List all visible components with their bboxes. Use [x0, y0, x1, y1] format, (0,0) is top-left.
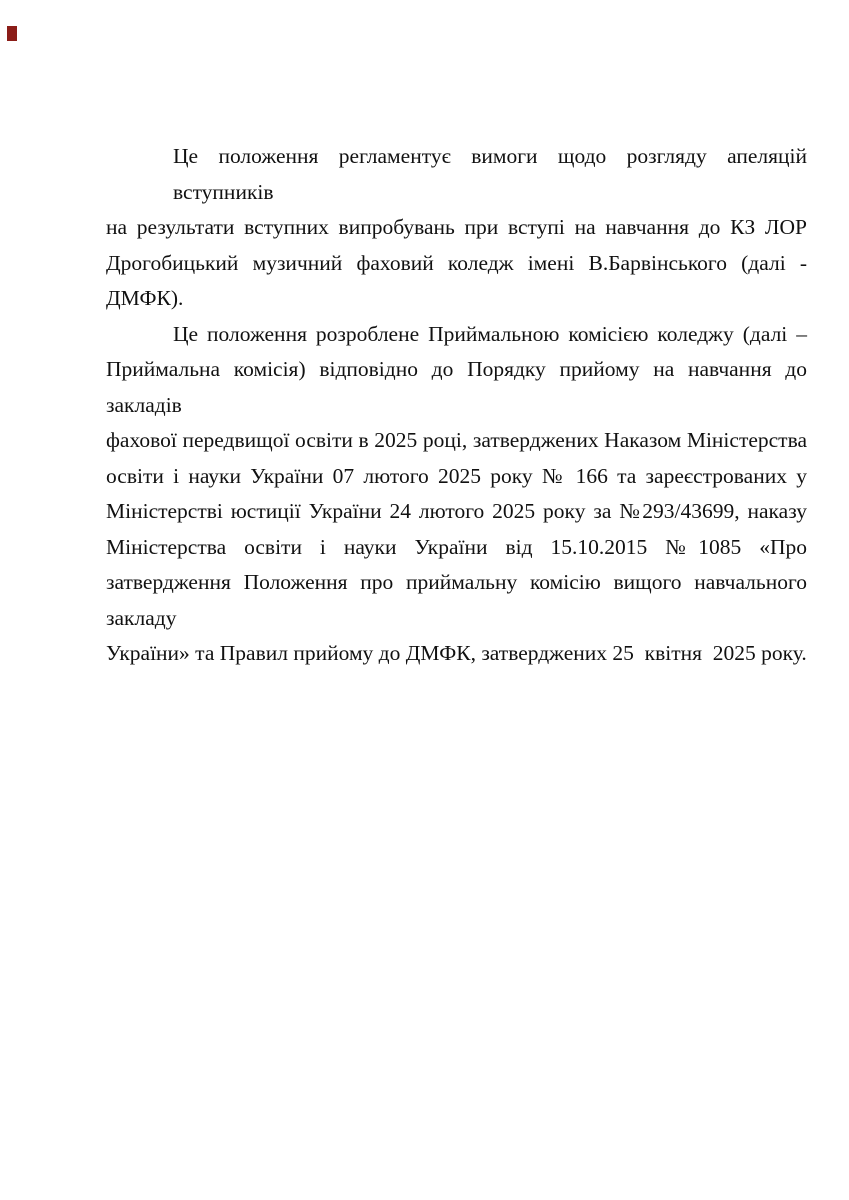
text-line: освіти і науки України 07 лютого 2025 року № 166 та зареєстрованих у — [106, 463, 807, 488]
text-line: Це положення регламентує вимоги щодо розгляду апеляцій вступників — [173, 144, 807, 204]
text-line: Це положення розроблене Приймальною комісією коледжу (далі – — [173, 321, 807, 346]
paragraph — [106, 317, 807, 672]
text-line: України» та Правил прийому до ДМФК, затверджених 25 квітня 2025 року. — [106, 641, 807, 665]
text-line: фахової передвищої освіти в 2025 році, затверджених Наказом Міністерства — [106, 428, 807, 452]
document-text-block — [106, 139, 807, 672]
text-line: Міністерстві юстиції України 24 лютого 2025 року за №293/43699, наказу — [106, 499, 807, 523]
text-line: на результати вступних випробувань при вступі на навчання до КЗ ЛОР — [106, 215, 807, 239]
paragraph — [106, 139, 807, 317]
text-line: Приймальна комісія) відповідно до Порядку прийому на навчання до закладів — [106, 357, 807, 417]
text-line: затвердження Положення про приймальну комісію вищого навчального закладу — [106, 570, 807, 630]
text-line: Міністерства освіти і науки України від 15.10.2015 №1085 «Про — [106, 534, 807, 559]
text-line: ДМФК). — [106, 286, 184, 310]
page-corner-mark — [7, 26, 17, 41]
text-line: Дрогобицький музичний фаховий коледж імені В.Барвінського (далі - — [106, 250, 807, 275]
